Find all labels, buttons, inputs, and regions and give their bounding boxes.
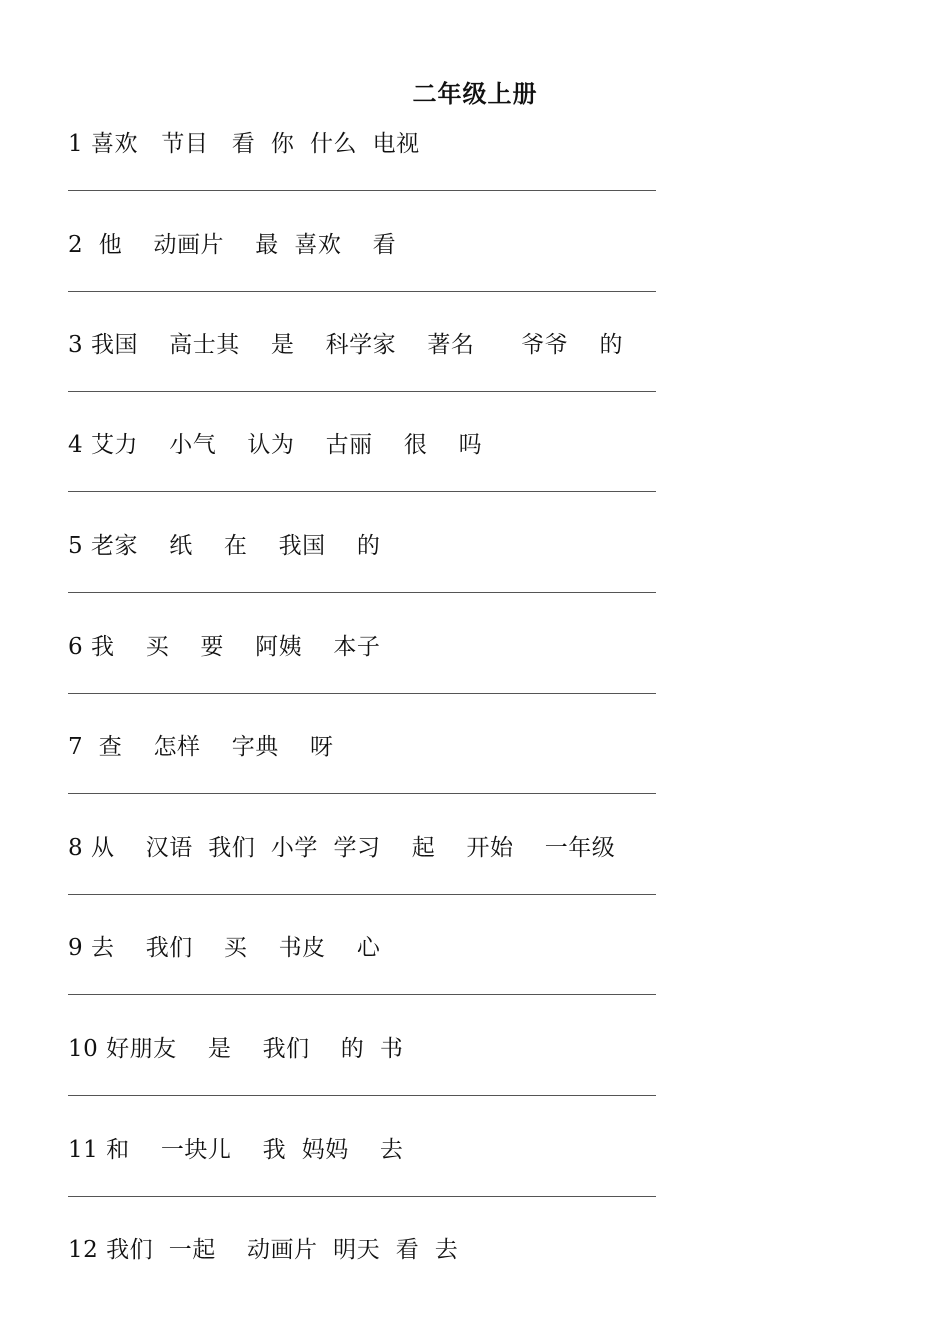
exercise-prompt: 7 查 怎样 字典 呀 [68,734,334,760]
answer-line [68,994,656,995]
exercise-item [68,832,658,864]
exercise-prompt: 10 好朋友 是 我们 的 书 [68,1036,404,1062]
answer-line [68,592,656,593]
exercise-prompt: 9 去 我们 买 书皮 心 [68,935,381,961]
exercise-item [68,932,658,964]
page-title: 二年级上册 [412,79,538,108]
exercise-prompt: 4 艾力 小气 认为 古丽 很 吗 [68,432,483,458]
exercise-item [68,731,658,763]
answer-line [68,190,656,191]
exercise-prompt: 2 他 动画片 最 喜欢 看 [68,232,397,258]
answer-line [68,793,656,794]
exercise-prompt: 1 喜欢 节目 看 你 什么 电视 [68,131,420,157]
exercise-item [68,1033,658,1065]
exercise-prompt: 8 从 汉语 我们 小学 学习 起 开始 一年级 [68,835,616,861]
exercise-prompt: 6 我 买 要 阿姨 本子 [68,634,381,660]
exercise-item [68,429,658,461]
exercise-item [68,1234,658,1266]
exercise-prompt: 11 和 一块儿 我 妈妈 去 [68,1137,404,1163]
answer-line [68,693,656,694]
answer-line [68,491,656,492]
exercise-prompt: 12 我们 一起 动画片 明天 看 去 [68,1237,459,1263]
exercise-prompt: 3 我国 高士其 是 科学家 著名 爷爷 的 [68,332,624,358]
answer-line [68,291,656,292]
exercise-prompt: 5 老家 纸 在 我国 的 [68,533,381,559]
answer-line [68,1196,656,1197]
exercise-item [68,631,658,663]
answer-line [68,391,656,392]
answer-line [68,894,656,895]
exercise-item [68,1134,658,1166]
exercise-item [68,128,658,160]
answer-line [68,1095,656,1096]
exercise-item [68,530,658,562]
exercise-item [68,329,658,361]
exercise-item [68,229,658,261]
